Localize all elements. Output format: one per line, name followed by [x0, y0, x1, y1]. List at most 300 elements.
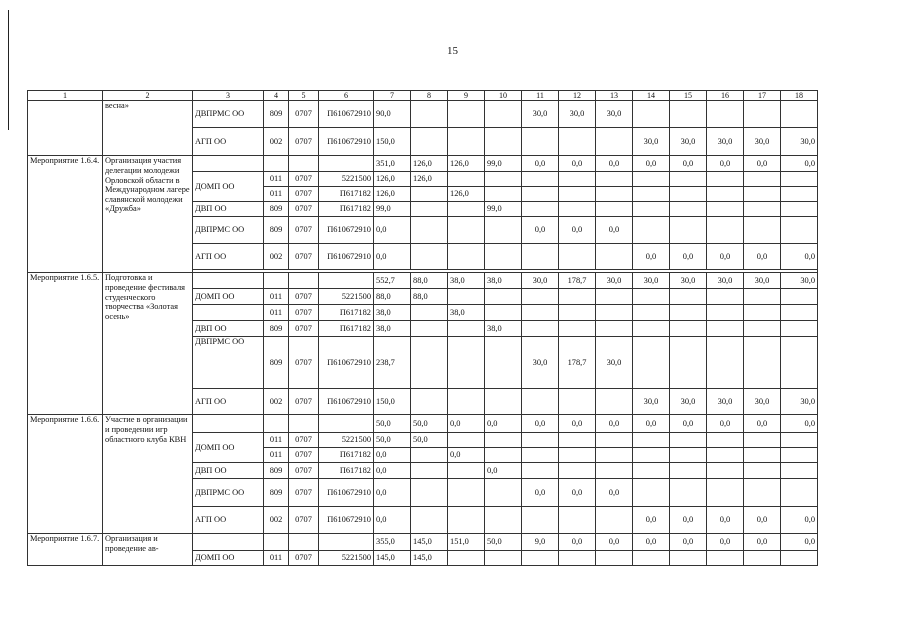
value-cell: 0,0: [522, 479, 559, 507]
value-cell: 126,0: [411, 172, 448, 187]
code-cell: [289, 273, 319, 289]
code-cell: 809: [264, 479, 289, 507]
value-cell: [670, 289, 707, 305]
value-cell: 99,0: [485, 156, 522, 172]
value-cell: 0,0: [448, 415, 485, 433]
value-cell: [707, 187, 744, 202]
header-cell: 4: [264, 91, 289, 101]
value-cell: [781, 289, 818, 305]
code-cell: П617182: [319, 448, 374, 463]
value-cell: 126,0: [448, 187, 485, 202]
header-cell: 3: [193, 91, 264, 101]
value-cell: [485, 337, 522, 389]
value-cell: 126,0: [374, 172, 411, 187]
event-label: Мероприятие 1.6.5.: [28, 273, 103, 415]
value-cell: [522, 433, 559, 448]
header-cell: 7: [374, 91, 411, 101]
org-cell: АГП ОО: [193, 507, 264, 534]
header-cell: 14: [633, 91, 670, 101]
header-row: [28, 91, 818, 101]
value-cell: [670, 187, 707, 202]
value-cell: [596, 172, 633, 187]
value-cell: 552,7: [374, 273, 411, 289]
header-cell: 16: [707, 91, 744, 101]
value-cell: 38,0: [485, 321, 522, 337]
org-cell: [193, 534, 264, 551]
header-cell: 8: [411, 91, 448, 101]
value-cell: 30,0: [670, 128, 707, 156]
value-cell: [411, 202, 448, 217]
value-cell: [485, 479, 522, 507]
value-cell: [596, 433, 633, 448]
value-cell: [448, 433, 485, 448]
value-cell: 0,0: [374, 463, 411, 479]
value-cell: [633, 289, 670, 305]
value-cell: [744, 202, 781, 217]
value-cell: [485, 217, 522, 244]
value-cell: 50,0: [374, 433, 411, 448]
value-cell: [448, 244, 485, 270]
code-cell: 011: [264, 289, 289, 305]
value-cell: [559, 389, 596, 415]
code-cell: 002: [264, 128, 289, 156]
value-cell: 0,0: [670, 156, 707, 172]
value-cell: [707, 448, 744, 463]
value-cell: 30,0: [744, 273, 781, 289]
value-cell: [633, 217, 670, 244]
code-cell: 809: [264, 321, 289, 337]
value-cell: [707, 289, 744, 305]
header-cell: 2: [103, 91, 193, 101]
value-cell: 88,0: [411, 289, 448, 305]
value-cell: [448, 128, 485, 156]
value-cell: 0,0: [596, 534, 633, 551]
value-cell: 99,0: [374, 202, 411, 217]
event-label: Мероприятие 1.6.7.: [28, 534, 103, 566]
value-cell: [485, 305, 522, 321]
value-cell: [411, 305, 448, 321]
code-cell: [319, 156, 374, 172]
total-row: [28, 415, 818, 433]
value-cell: 238,7: [374, 337, 411, 389]
value-cell: 0,0: [707, 244, 744, 270]
value-cell: [411, 321, 448, 337]
code-cell: П610672910: [319, 217, 374, 244]
value-cell: 150,0: [374, 389, 411, 415]
code-cell: 011: [264, 187, 289, 202]
org-cell: [193, 415, 264, 433]
value-cell: [522, 321, 559, 337]
value-cell: [485, 389, 522, 415]
value-cell: 0,0: [522, 217, 559, 244]
value-cell: [707, 551, 744, 566]
value-cell: 30,0: [670, 273, 707, 289]
value-cell: [522, 289, 559, 305]
value-cell: [559, 172, 596, 187]
value-cell: [596, 321, 633, 337]
value-cell: [707, 321, 744, 337]
code-cell: 0707: [289, 433, 319, 448]
value-cell: 0,0: [559, 415, 596, 433]
margin-line: [8, 10, 9, 130]
value-cell: 0,0: [670, 534, 707, 551]
value-cell: 0,0: [744, 156, 781, 172]
value-cell: [633, 202, 670, 217]
value-cell: 0,0: [633, 415, 670, 433]
value-cell: [707, 433, 744, 448]
value-cell: 0,0: [374, 479, 411, 507]
value-cell: 38,0: [374, 305, 411, 321]
value-cell: [707, 101, 744, 128]
code-cell: 0707: [289, 202, 319, 217]
value-cell: [670, 305, 707, 321]
value-cell: 88,0: [374, 289, 411, 305]
header-cell: 18: [781, 91, 818, 101]
value-cell: 30,0: [559, 101, 596, 128]
event-label: Мероприятие 1.6.4.: [28, 156, 103, 273]
value-cell: [633, 101, 670, 128]
value-cell: [522, 187, 559, 202]
value-cell: [781, 202, 818, 217]
value-cell: 0,0: [781, 507, 818, 534]
value-cell: 0,0: [670, 415, 707, 433]
org-cell: ДВПРМС ОО: [193, 479, 264, 507]
org-cell: АГП ОО: [193, 389, 264, 415]
value-cell: [781, 172, 818, 187]
value-cell: 30,0: [596, 101, 633, 128]
code-cell: 5221500: [319, 172, 374, 187]
value-cell: [485, 187, 522, 202]
code-cell: 011: [264, 551, 289, 566]
org-cell: ДОМП ОО: [193, 433, 264, 463]
value-cell: 88,0: [411, 273, 448, 289]
code-cell: [319, 415, 374, 433]
value-cell: 0,0: [781, 534, 818, 551]
value-cell: [670, 479, 707, 507]
value-cell: 178,7: [559, 337, 596, 389]
code-cell: [289, 415, 319, 433]
value-cell: 0,0: [559, 534, 596, 551]
org-cell: ДВПРМС ОО: [193, 217, 264, 244]
code-cell: 011: [264, 172, 289, 187]
value-cell: 30,0: [522, 337, 559, 389]
value-cell: [781, 101, 818, 128]
value-cell: [485, 172, 522, 187]
page-number: 15: [447, 45, 458, 57]
value-cell: [633, 321, 670, 337]
value-cell: [670, 448, 707, 463]
value-cell: [744, 433, 781, 448]
value-cell: [522, 507, 559, 534]
value-cell: 0,0: [596, 156, 633, 172]
value-cell: [559, 448, 596, 463]
value-cell: [411, 128, 448, 156]
event-description: Организация участия делегации молодежи Орловской области в Международном лагере славянской молодежи «Дружба»: [103, 156, 193, 273]
value-cell: [670, 202, 707, 217]
code-cell: 0707: [289, 389, 319, 415]
value-cell: 145,0: [411, 534, 448, 551]
value-cell: 145,0: [374, 551, 411, 566]
total-row: [28, 534, 818, 551]
value-cell: [744, 448, 781, 463]
code-cell: [264, 273, 289, 289]
value-cell: 0,0: [781, 415, 818, 433]
value-cell: [596, 448, 633, 463]
value-cell: [411, 244, 448, 270]
value-cell: 126,0: [411, 156, 448, 172]
value-cell: 0,0: [781, 244, 818, 270]
value-cell: [744, 289, 781, 305]
code-cell: 5221500: [319, 551, 374, 566]
value-cell: [670, 433, 707, 448]
value-cell: [707, 172, 744, 187]
value-cell: 0,0: [670, 507, 707, 534]
code-cell: 809: [264, 217, 289, 244]
value-cell: 38,0: [448, 273, 485, 289]
value-cell: [781, 217, 818, 244]
code-cell: П610672910: [319, 479, 374, 507]
value-cell: 0,0: [596, 217, 633, 244]
value-cell: [670, 217, 707, 244]
value-cell: 0,0: [559, 217, 596, 244]
value-cell: [559, 187, 596, 202]
value-cell: [448, 507, 485, 534]
value-cell: [670, 321, 707, 337]
org-cell: ДОМП ОО: [193, 172, 264, 202]
value-cell: [670, 172, 707, 187]
value-cell: [559, 289, 596, 305]
code-cell: 0707: [289, 305, 319, 321]
header-cell: 13: [596, 91, 633, 101]
code-cell: 011: [264, 433, 289, 448]
value-cell: [485, 433, 522, 448]
org-cell: ДОМП ОО: [193, 551, 264, 566]
value-cell: [781, 321, 818, 337]
value-cell: [411, 448, 448, 463]
value-cell: [522, 551, 559, 566]
value-cell: [522, 389, 559, 415]
value-cell: [633, 305, 670, 321]
value-cell: [485, 507, 522, 534]
code-cell: П617182: [319, 202, 374, 217]
code-cell: 0707: [289, 463, 319, 479]
value-cell: 30,0: [781, 273, 818, 289]
value-cell: 0,0: [448, 448, 485, 463]
code-cell: 809: [264, 463, 289, 479]
value-cell: [448, 389, 485, 415]
code-cell: 0707: [289, 187, 319, 202]
value-cell: [707, 217, 744, 244]
value-cell: [559, 507, 596, 534]
code-cell: [289, 534, 319, 551]
org-cell: ДОМП ОО: [193, 289, 264, 305]
value-cell: [781, 479, 818, 507]
value-cell: 38,0: [448, 305, 485, 321]
value-cell: 30,0: [781, 389, 818, 415]
budget-table: [27, 90, 818, 566]
code-cell: [264, 534, 289, 551]
value-cell: 0,0: [707, 507, 744, 534]
value-cell: 0,0: [559, 156, 596, 172]
value-cell: 0,0: [744, 415, 781, 433]
value-cell: [485, 551, 522, 566]
header-cell: 10: [485, 91, 522, 101]
code-cell: П610672910: [319, 101, 374, 128]
org-cell: ДВПРМС ОО: [193, 337, 264, 389]
code-cell: П610672910: [319, 244, 374, 270]
value-cell: 30,0: [596, 273, 633, 289]
value-cell: 351,0: [374, 156, 411, 172]
code-cell: 0707: [289, 337, 319, 389]
code-cell: 5221500: [319, 433, 374, 448]
value-cell: [744, 101, 781, 128]
code-cell: 0707: [289, 551, 319, 566]
total-row: [28, 273, 818, 289]
event-description: Организация и проведение ав-: [103, 534, 193, 566]
code-cell: 0707: [289, 448, 319, 463]
value-cell: [448, 217, 485, 244]
code-cell: 0707: [289, 101, 319, 128]
code-cell: 002: [264, 507, 289, 534]
value-cell: [744, 172, 781, 187]
event-description: Подготовка и проведение фестиваля студенческого творчества «Золотая осень»: [103, 273, 193, 415]
value-cell: 50,0: [485, 534, 522, 551]
value-cell: [411, 479, 448, 507]
code-cell: 002: [264, 244, 289, 270]
value-cell: [411, 463, 448, 479]
code-cell: П617182: [319, 463, 374, 479]
code-cell: [319, 273, 374, 289]
value-cell: 0,0: [707, 415, 744, 433]
org-cell: ДВП ОО: [193, 321, 264, 337]
code-cell: П617182: [319, 321, 374, 337]
header-cell: 9: [448, 91, 485, 101]
value-cell: [744, 305, 781, 321]
value-cell: 0,0: [633, 507, 670, 534]
value-cell: 0,0: [781, 156, 818, 172]
value-cell: [670, 463, 707, 479]
value-cell: [781, 448, 818, 463]
value-cell: 0,0: [522, 415, 559, 433]
value-cell: 0,0: [670, 244, 707, 270]
value-cell: 0,0: [374, 507, 411, 534]
value-cell: 0,0: [707, 534, 744, 551]
value-cell: 0,0: [485, 463, 522, 479]
header-cell: 12: [559, 91, 596, 101]
code-cell: 5221500: [319, 289, 374, 305]
header-cell: 15: [670, 91, 707, 101]
value-cell: 0,0: [374, 244, 411, 270]
event-label: Мероприятие 1.6.6.: [28, 415, 103, 534]
value-cell: [633, 448, 670, 463]
value-cell: [522, 463, 559, 479]
value-cell: [596, 507, 633, 534]
value-cell: 355,0: [374, 534, 411, 551]
value-cell: 0,0: [707, 156, 744, 172]
value-cell: [633, 172, 670, 187]
code-cell: 0707: [289, 128, 319, 156]
code-cell: 0707: [289, 244, 319, 270]
value-cell: 50,0: [374, 415, 411, 433]
code-cell: 0707: [289, 479, 319, 507]
code-cell: 0707: [289, 321, 319, 337]
code-cell: 011: [264, 305, 289, 321]
value-cell: [670, 337, 707, 389]
value-cell: 38,0: [485, 273, 522, 289]
org-cell: [193, 156, 264, 172]
value-cell: [744, 321, 781, 337]
value-cell: [448, 289, 485, 305]
header-cell: 5: [289, 91, 319, 101]
code-cell: 011: [264, 448, 289, 463]
event-description: Участие в организации и проведении игр областного клуба КВН: [103, 415, 193, 534]
value-cell: [559, 551, 596, 566]
value-cell: 0,0: [596, 415, 633, 433]
value-cell: 30,0: [633, 389, 670, 415]
value-cell: [448, 172, 485, 187]
value-cell: 0,0: [596, 479, 633, 507]
value-cell: 30,0: [781, 128, 818, 156]
value-cell: 0,0: [744, 534, 781, 551]
org-cell: [193, 305, 264, 321]
value-cell: [744, 187, 781, 202]
value-cell: [707, 479, 744, 507]
event-description: весна»: [103, 101, 193, 156]
value-cell: 0,0: [374, 448, 411, 463]
value-cell: [707, 337, 744, 389]
value-cell: 145,0: [411, 551, 448, 566]
code-cell: П610672910: [319, 337, 374, 389]
value-cell: [596, 551, 633, 566]
code-cell: [289, 156, 319, 172]
value-cell: [596, 244, 633, 270]
value-cell: 9,0: [522, 534, 559, 551]
value-cell: [411, 101, 448, 128]
value-cell: [448, 463, 485, 479]
value-cell: [522, 448, 559, 463]
value-cell: [707, 202, 744, 217]
value-cell: 30,0: [707, 128, 744, 156]
value-cell: [633, 337, 670, 389]
value-cell: [411, 187, 448, 202]
value-cell: 0,0: [522, 156, 559, 172]
code-cell: 809: [264, 101, 289, 128]
value-cell: [744, 551, 781, 566]
value-cell: 30,0: [522, 273, 559, 289]
value-cell: [596, 187, 633, 202]
org-cell: АГП ОО: [193, 128, 264, 156]
value-cell: [707, 305, 744, 321]
value-cell: [633, 551, 670, 566]
header-cell: 11: [522, 91, 559, 101]
value-cell: [448, 321, 485, 337]
value-cell: 30,0: [707, 389, 744, 415]
value-cell: [781, 305, 818, 321]
value-cell: [559, 128, 596, 156]
value-cell: [448, 101, 485, 128]
value-cell: 30,0: [633, 273, 670, 289]
value-cell: [633, 479, 670, 507]
value-cell: [670, 101, 707, 128]
value-cell: [744, 463, 781, 479]
value-cell: [522, 202, 559, 217]
value-cell: [485, 128, 522, 156]
value-cell: 30,0: [633, 128, 670, 156]
value-cell: [744, 217, 781, 244]
value-cell: [781, 187, 818, 202]
value-cell: [522, 172, 559, 187]
value-cell: [411, 507, 448, 534]
